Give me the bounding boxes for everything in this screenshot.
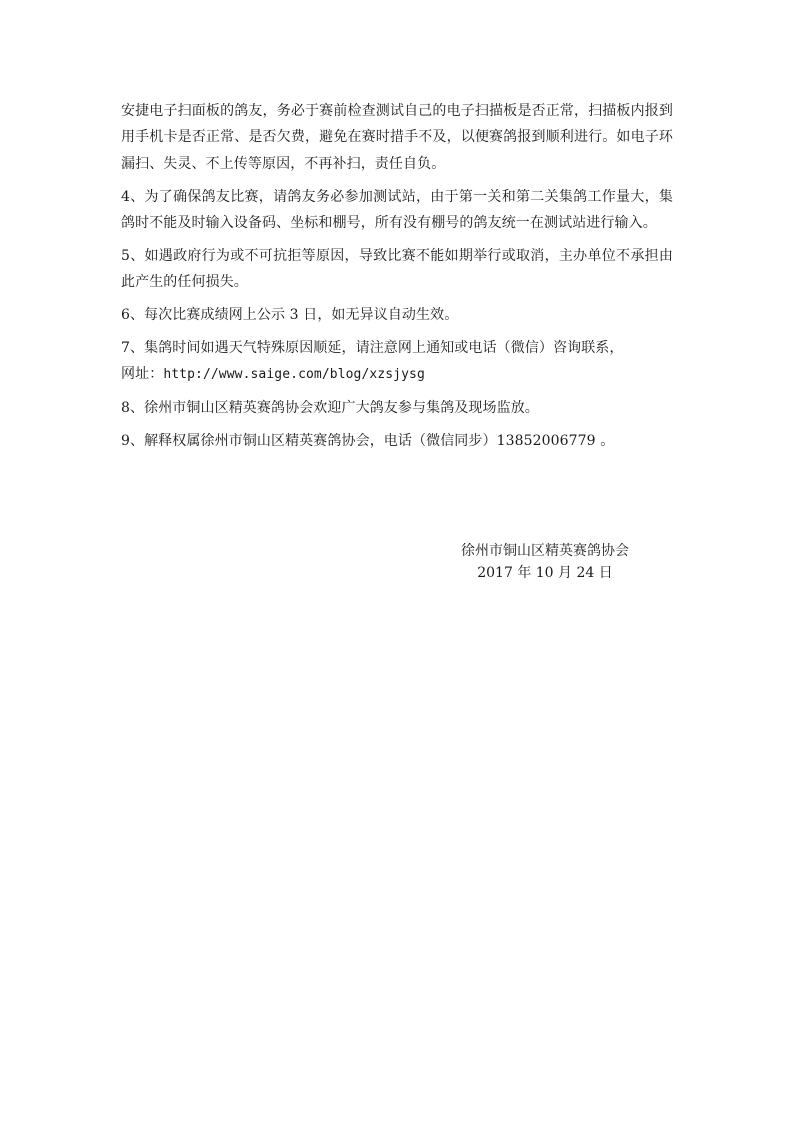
signature-date: 2017 年 10 月 24 日 bbox=[477, 565, 613, 581]
paragraph-item-8: 8、徐州市铜山区精英赛鸽协会欢迎广大鸽友参与集鸽及现场监放。 bbox=[121, 399, 539, 416]
paragraph-item-7 bbox=[121, 335, 673, 388]
paragraph-item-5: 5、如遇政府行为或不可抗拒等原因，导致比赛不能如期举行或取消，主办单位不承担由此产生的任何损失。 bbox=[121, 247, 673, 290]
paragraph-scanner-notice: 安捷电子扫面板的鸽友，务必于赛前检查测试自己的电子扫描板是否正常，扫描板内报到用手机卡是否正常、是否欠费，避免在赛时措手不及，以便赛鸽报到顺利进行。如电子环漏扫、失灵、不上传等原因，不再补扫，责任自负。 bbox=[121, 103, 673, 172]
website-url: http://www.saige.com/blog/xzsjysg bbox=[163, 366, 425, 382]
signature-organization: 徐州市铜山区精英赛鸽协会 bbox=[461, 543, 629, 559]
document-body bbox=[121, 98, 673, 461]
paragraph-item-7-text: 7、集鸽时间如遇天气特殊原因顺延，请注意网上通知或电话（微信）咨询联系， bbox=[121, 339, 624, 356]
signature-block bbox=[440, 540, 650, 584]
paragraph-item-9: 9、解释权属徐州市铜山区精英赛鸽协会，电话（微信同步）13852006779 。 bbox=[121, 432, 615, 449]
website-label: 网址： bbox=[121, 365, 164, 382]
paragraph-item-4: 4、为了确保鸽友比赛，请鸽友务必参加测试站，由于第一关和第二关集鸽工作量大，集鸽时不能及时输入设备码、坐标和棚号，所有没有棚号的鸽友统一在测试站进行输入。 bbox=[121, 188, 673, 231]
paragraph-item-6: 6、每次比赛成绩网上公示 3 日，如无异议自动生效。 bbox=[121, 306, 459, 323]
